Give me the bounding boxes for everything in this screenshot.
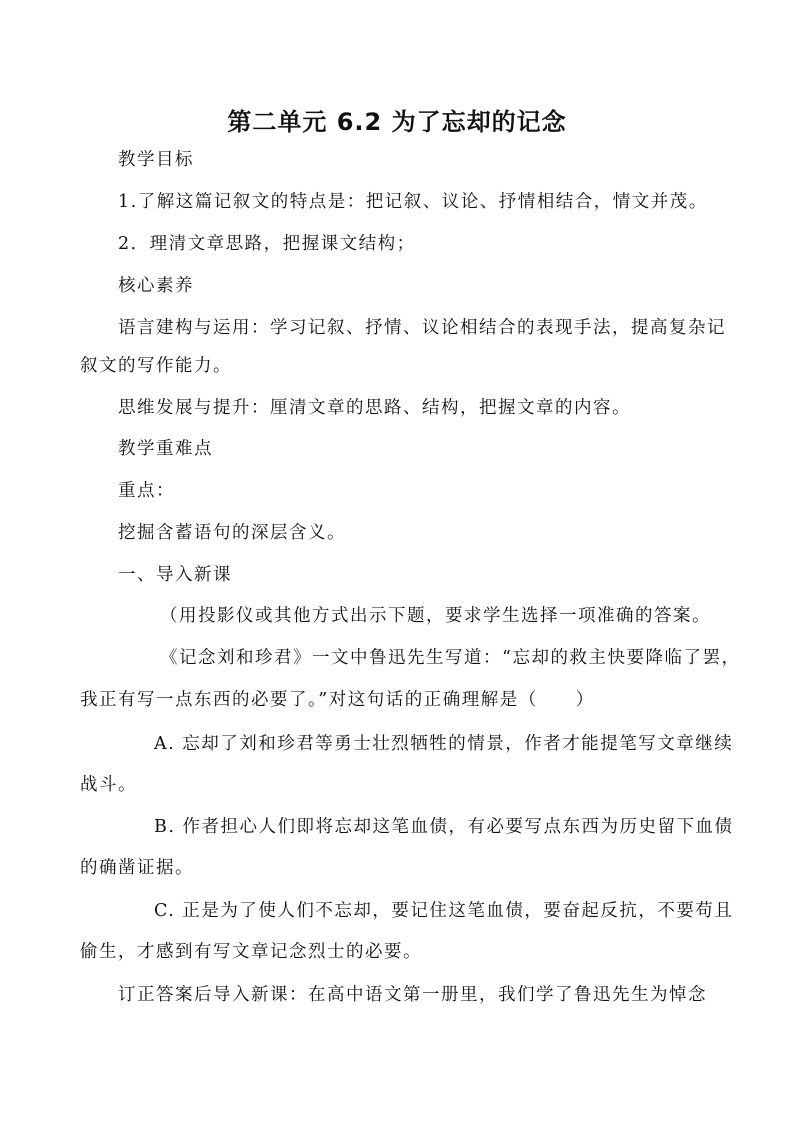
option-a-line-2: 战斗。 (80, 775, 137, 795)
key-point-label: 重点： (118, 481, 175, 501)
question-line-1: 《记念刘和珍君》一文中鲁迅先生写道：“忘却的救主快要降临了罢， (160, 648, 741, 668)
option-a-line-1: A. 忘却了刘和珍君等勇士壮烈牺牲的情景，作者才能提笔写文章继续 (154, 734, 734, 754)
document-title: 第二单元 6.2 为了忘却的记念 (227, 108, 567, 136)
literacy-language-line-1: 语言建构与运用：学习记叙、抒情、议论相结合的表现手法，提高复杂记 (118, 318, 726, 338)
heading-teaching-goals: 教学目标 (118, 150, 194, 170)
heading-lead-in: 一、导入新课 (118, 565, 232, 585)
heading-key-difficulties: 教学重难点 (118, 439, 213, 459)
option-c-line-1: C. 正是为了使人们不忘却，要记住这笔血债，要奋起反抗，不要苟且 (154, 901, 734, 921)
question-line-2: 我正有写一点东西的必要了。”对这句话的正确理解是（ ） (80, 690, 595, 710)
lead-in-transition: 订正答案后导入新课：在高中语文第一册里，我们学了鲁迅先生为悼念 (118, 985, 707, 1005)
lead-in-instruction: （用投影仪或其他方式出示下题，要求学生选择一项准确的答案。 (160, 606, 711, 626)
literacy-thinking: 思维发展与提升：厘清文章的思路、结构，把握文章的内容。 (118, 398, 631, 418)
option-b-line-2: 的确凿证据。 (80, 858, 194, 878)
key-point-content: 挖掘含蓄语句的深层含义。 (118, 523, 346, 543)
goal-item-2: 2．理清文章思路，把握课文结构； (118, 234, 416, 254)
option-c-line-2: 偷生，才感到有写文章记念烈士的必要。 (80, 942, 422, 962)
option-b-line-1: B. 作者担心人们即将忘却这笔血债，有必要写点东西为历史留下血债 (154, 817, 734, 837)
literacy-language-line-2: 叙文的写作能力。 (80, 356, 232, 376)
goal-item-1: 1.了解这篇记叙文的特点是：把记叙、议论、抒情相结合，情文并茂。 (118, 192, 708, 212)
heading-core-literacy: 核心素养 (118, 276, 194, 296)
